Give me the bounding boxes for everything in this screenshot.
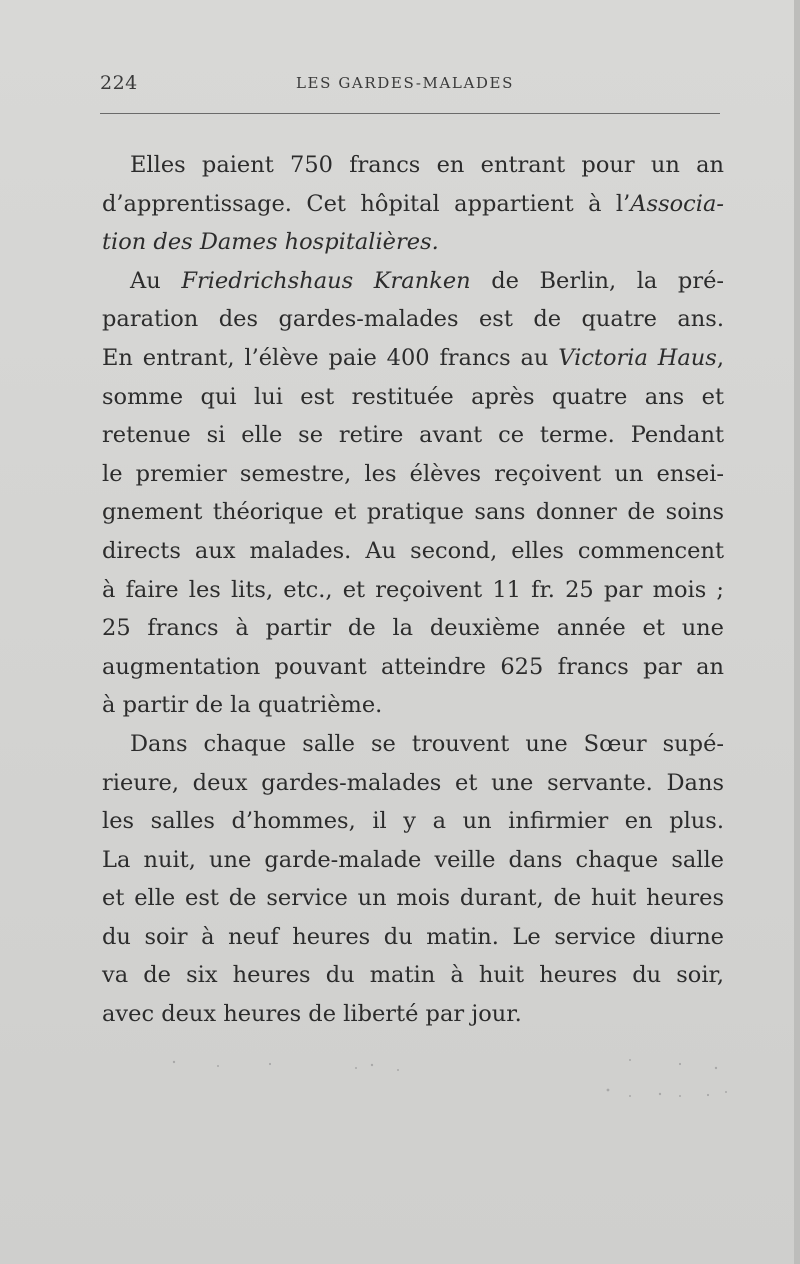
text-line: les salles d’hommes, il y a un infirmier en plus.: [102, 808, 724, 835]
text-line: avec deux heures de liberté par jour.: [102, 1001, 522, 1028]
text-line: gnement théorique et pratique sans donner de soins: [102, 499, 724, 526]
text-line: va de six heures du matin à huit heures du soir,: [102, 962, 724, 989]
text-line: et elle est de service un mois durant, de huit heures: [102, 885, 724, 912]
text-line: rieure, deux gardes-malades et une servante. Dans: [102, 769, 724, 796]
scan-noise: [160, 1040, 740, 1110]
text-line: à faire les lits, etc., et reçoivent 11 fr. 25 par mois ;: [102, 576, 724, 603]
text-line: le premier semestre, les élèves reçoivent un ensei-: [102, 460, 724, 487]
text-line: Elles paient 750 francs en entrant pour un an: [130, 152, 724, 178]
text-line: somme qui lui est restituée après quatre ans et: [102, 383, 724, 410]
running-head: LES GARDES-MALADES: [296, 74, 514, 92]
text-line: paration des gardes-malades est de quatre ans.: [102, 306, 724, 333]
text-line: tion des Dames hospitalières.: [102, 229, 439, 256]
text-line: augmentation pouvant atteindre 625 francs par an: [102, 653, 724, 680]
text-line: 25 francs à partir de la deuxième année et une: [102, 615, 724, 642]
text-line: d’apprentissage. Cet hôpital appartient à l’Associa-: [102, 190, 724, 217]
text-line: du soir à neuf heures du matin. Le service diurne: [102, 923, 724, 950]
header-rule: [100, 113, 720, 114]
page-header: [100, 70, 720, 100]
page-number: 224: [100, 72, 138, 94]
text-line: Au Friedrichshaus Kranken de Berlin, la pré-: [130, 267, 724, 294]
text-line: directs aux malades. Au second, elles commencent: [102, 537, 724, 564]
page-edge: [794, 0, 800, 1264]
text-line: retenue si elle se retire avant ce terme. Pendant: [102, 422, 724, 449]
text-line: En entrant, l’élève paie 400 francs au Victoria Haus,: [102, 344, 724, 371]
text-line: La nuit, une garde-malade veille dans chaque salle: [102, 846, 724, 873]
body-text: [102, 146, 724, 1034]
text-line: Dans chaque salle se trouvent une Sœur supé-: [130, 730, 724, 757]
text-line: à partir de la quatrième.: [102, 692, 383, 719]
